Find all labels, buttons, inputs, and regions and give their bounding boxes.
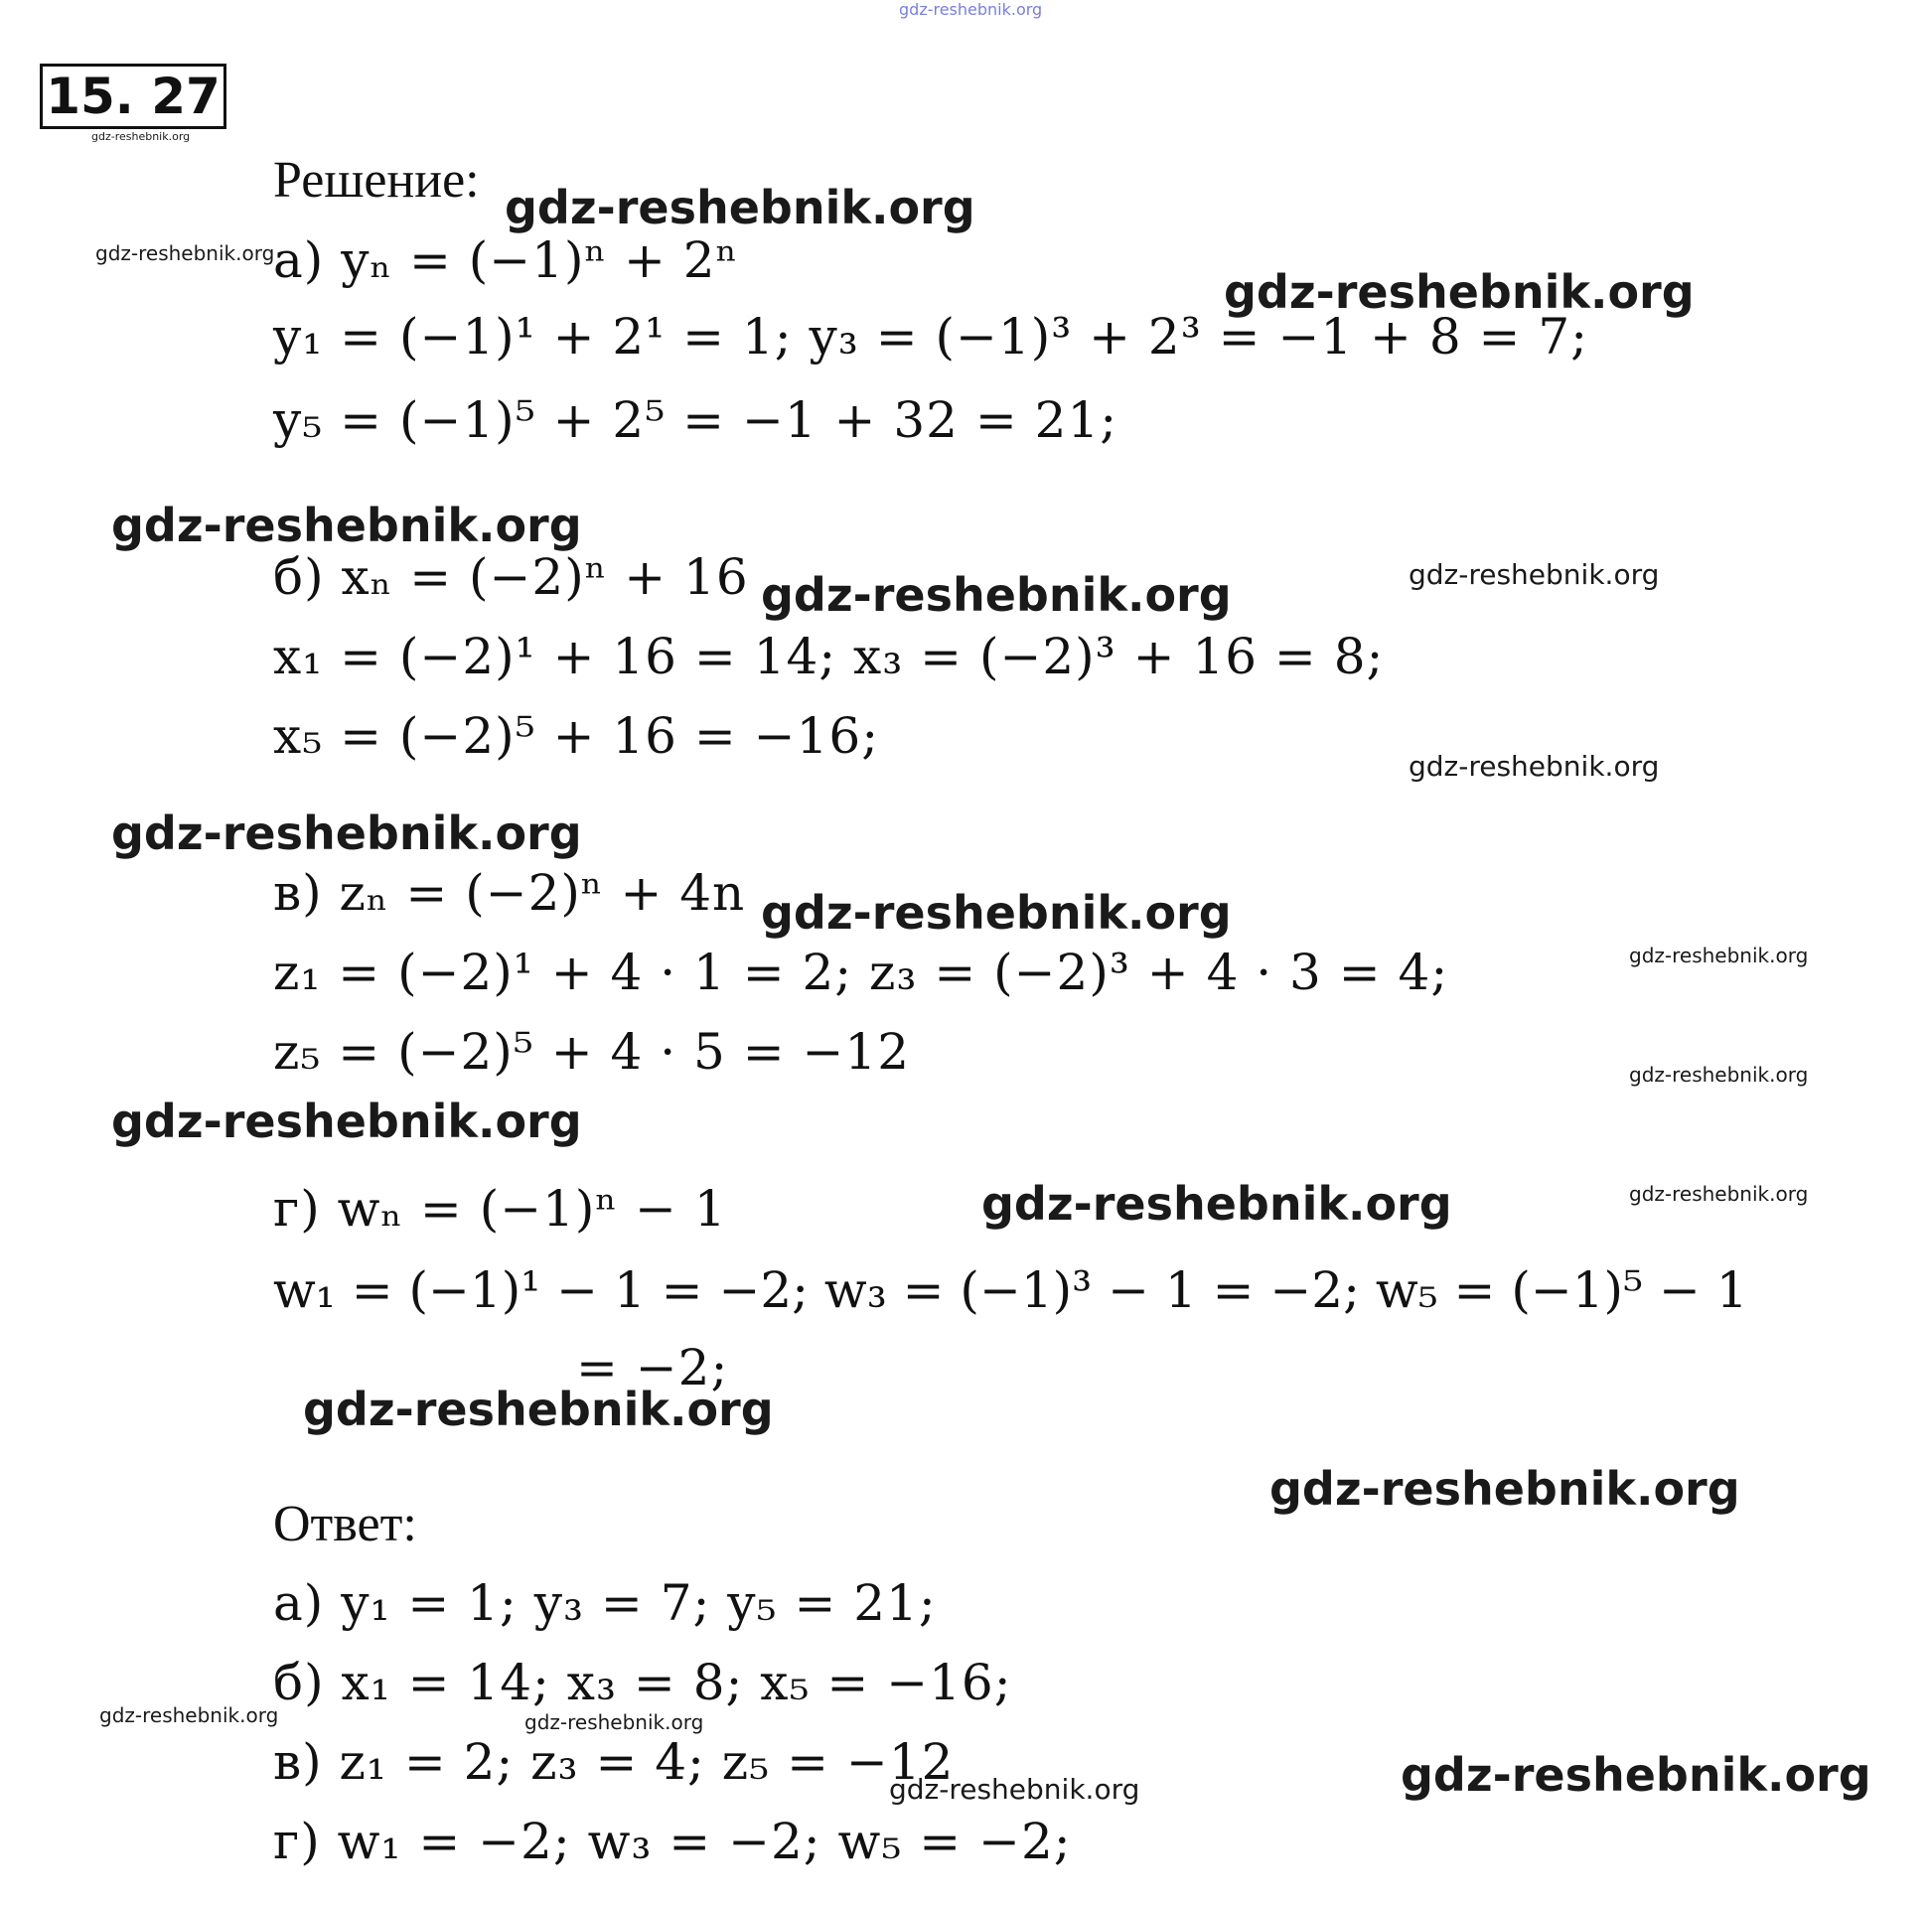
part-a-line1: y₁ = (−1)¹ + 2¹ = 1; y₃ = (−1)³ + 2³ = −1 + 8 = 7; <box>273 308 1588 366</box>
watermark: gdz-reshebnik.org <box>524 1710 704 1734</box>
part-g-line2: = −2; <box>576 1339 729 1396</box>
answer-b: б) x₁ = 14; x₃ = 8; x₅ = −16; <box>273 1654 1012 1711</box>
problem-number: 15. 27 <box>40 64 226 129</box>
part-b-formula: б) xₙ = (−2)ⁿ + 16 <box>273 548 749 606</box>
watermark: gdz-reshebnik.org <box>1409 558 1660 591</box>
part-b-line2: x₅ = (−2)⁵ + 16 = −16; <box>273 707 880 765</box>
watermark: gdz-reshebnik.org <box>95 241 275 265</box>
answer-a: а) y₁ = 1; y₃ = 7; y₅ = 21; <box>273 1574 937 1632</box>
part-a-formula: а) yₙ = (−1)ⁿ + 2ⁿ <box>273 231 739 289</box>
part-g-line1: w₁ = (−1)¹ − 1 = −2; w₃ = (−1)³ − 1 = −2; w₅ = (−1)⁵ − 1 <box>273 1261 1748 1319</box>
watermark: gdz-reshebnik.org <box>1629 1063 1809 1087</box>
watermark: gdz-reshebnik.org <box>1224 265 1695 319</box>
answer-v: в) z₁ = 2; z₃ = 4; z₅ = −12 <box>273 1733 955 1791</box>
watermark: gdz-reshebnik.org <box>761 568 1232 622</box>
watermark: gdz-reshebnik.org <box>889 1773 1140 1806</box>
watermark: gdz-reshebnik.org <box>99 1703 279 1727</box>
watermark-top: gdz-reshebnik.org <box>899 0 1043 19</box>
watermark: gdz-reshebnik.org <box>1269 1462 1740 1516</box>
watermark: gdz-reshebnik.org <box>761 886 1232 940</box>
watermark: gdz-reshebnik.org <box>505 181 975 234</box>
watermark: gdz-reshebnik.org <box>1629 1182 1809 1206</box>
watermark: gdz-reshebnik.org <box>1409 750 1660 783</box>
answer-label: Ответ: <box>273 1496 417 1552</box>
watermark: gdz-reshebnik.org <box>981 1177 1452 1231</box>
part-b-line1: x₁ = (−2)¹ + 16 = 14; x₃ = (−2)³ + 16 = 8; <box>273 628 1385 685</box>
watermark: gdz-reshebnik.org <box>111 1095 582 1148</box>
part-v-line1: z₁ = (−2)¹ + 4 · 1 = 2; z₃ = (−2)³ + 4 · 3 = 4; <box>273 944 1449 1001</box>
watermark: gdz-reshebnik.org <box>1401 1748 1871 1802</box>
part-g-formula: г) wₙ = (−1)ⁿ − 1 <box>273 1180 727 1238</box>
watermark: gdz-reshebnik.org <box>303 1383 774 1436</box>
watermark: gdz-reshebnik.org <box>1629 944 1809 967</box>
part-v-line2: z₅ = (−2)⁵ + 4 · 5 = −12 <box>273 1023 911 1081</box>
part-a-line2: y₅ = (−1)⁵ + 2⁵ = −1 + 32 = 21; <box>273 391 1118 449</box>
solution-label: Решение: <box>273 152 480 209</box>
part-v-formula: в) zₙ = (−2)ⁿ + 4n <box>273 864 746 922</box>
watermark: gdz-reshebnik.org <box>111 806 582 860</box>
answer-g: г) w₁ = −2; w₃ = −2; w₅ = −2; <box>273 1813 1072 1870</box>
watermark-box: gdz-reshebnik.org <box>91 130 191 143</box>
watermark: gdz-reshebnik.org <box>111 499 582 552</box>
